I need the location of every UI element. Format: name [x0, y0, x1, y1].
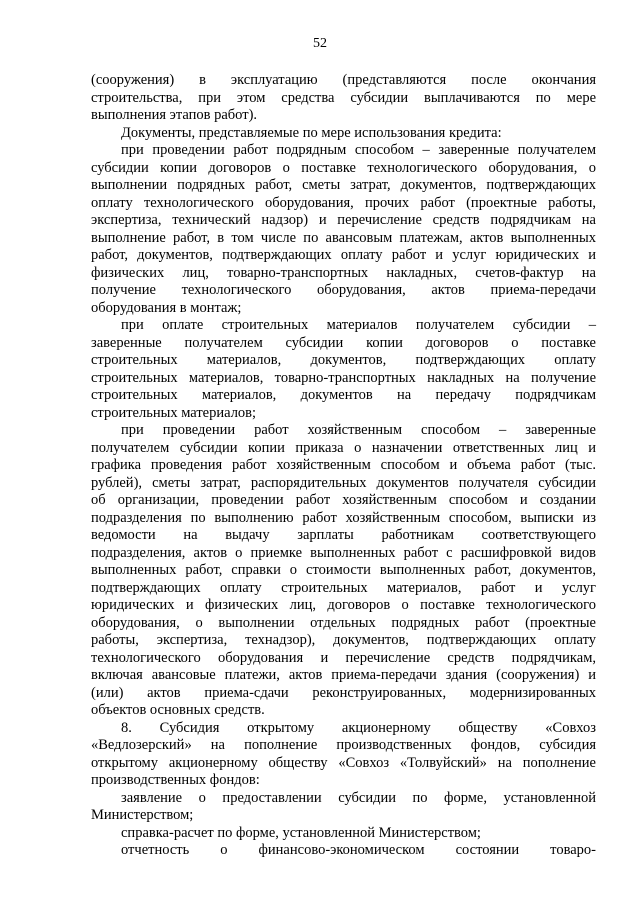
text-line: графика проведения работ хозяйственным способом и объема работ (тыс. — [91, 457, 596, 473]
text-line: субсидии копии договоров о поставке технологического оборудования, о — [91, 159, 596, 176]
text-line: 8. Субсидия открытому акционерному обществу «Совхоз — [121, 719, 596, 736]
text-line: строительства, при этом средства субсидии выплачиваются по мере — [91, 89, 596, 106]
text-line: при проведении работ хозяйственным способом – заверенные — [121, 422, 596, 438]
text-line: работ, документов, подтверждающих оплату работ и услуг юридических и — [91, 247, 596, 263]
text-line: ведомости на выдачу зарплаты работникам соответствующего — [91, 527, 596, 543]
text-line: «Ведлозерский» на пополнение производственных фондов, субсидия — [91, 737, 596, 753]
text-line: включая авансовые платежи, актов приема-передачи здания (сооружения) и — [91, 667, 596, 683]
text-line: работы, экспертиза, технадзор), документов, подтверждающих оплату — [91, 632, 596, 648]
text-line: оборудования в монтаж; — [91, 299, 242, 316]
text-line: при проведении работ подрядным способом – заверенные получателем — [121, 142, 596, 158]
text-line: оборудования, о выполнении отдельных подрядных работ (проектные — [91, 614, 596, 631]
text-line: подразделения, актов о приемке выполненных работ с расшифровкой видов — [91, 544, 596, 561]
text-line: получение технологического оборудования, актов приема-передачи — [91, 282, 596, 298]
text-line: подтверждающих оплату строительных материалов, работ и услуг — [91, 579, 596, 596]
text-line: выполнения этапов работ). — [91, 107, 258, 123]
document-body — [91, 72, 596, 860]
text-line: заверенные получателем субсидии копии договоров о поставке — [91, 334, 596, 351]
text-line: получателем субсидии копии приказа о назначении ответственных лиц и — [91, 439, 596, 456]
text-line: строительных материалов, товарно-транспортных накладных на получение — [91, 369, 596, 386]
text-line: производственных фондов: — [91, 772, 260, 788]
text-line: строительных материалов; — [91, 404, 257, 421]
text-line: оплату технологического оборудования, прочих работ (проектные работы, — [91, 194, 596, 211]
text-line: (сооружения) в эксплуатацию (представляются после окончания — [91, 72, 596, 88]
text-line: экспертиза, технический надзор) и перечисление средств подрядчикам на — [91, 212, 596, 228]
text-line: (или) актов приема-сдачи реконструированных, модернизированных — [91, 684, 596, 701]
text-line: рублей), сметы затрат, распорядительных документов получателя субсидии — [91, 474, 596, 491]
text-line: объектов основных средств. — [91, 702, 265, 718]
text-line: физических лиц, товарно-транспортных накладных, счетов-фактур на — [91, 264, 596, 281]
text-line: открытому акционерному обществу «Совхоз «Толвуйский» на пополнение — [91, 754, 596, 771]
text-line: выполненных работ, справки о стоимости выполненных работ, документов, — [91, 562, 596, 578]
text-line: строительных материалов, документов, подтверждающих оплату — [91, 352, 596, 368]
text-line: юридических и физических лиц, договоров о поставке технологического — [91, 597, 596, 613]
text-line: подразделения по выполнению работ хозяйственным способом, выписки из — [91, 509, 596, 526]
text-line: технологического оборудования и перечисление средств подрядчикам, — [91, 649, 596, 666]
text-line: Документы, представляемые по мере использования кредита: — [121, 124, 502, 141]
text-line: справка-расчет по форме, установленной Министерством; — [121, 824, 481, 841]
text-line: заявление о предоставлении субсидии по форме, установленной — [121, 789, 596, 806]
text-line: отчетность о финансово-экономическом состоянии товаро- — [121, 842, 596, 858]
text-line: выполнение работ, в том числе по авансовым платежам, актов выполненных — [91, 229, 596, 246]
text-line: при оплате строительных материалов получателем субсидии – — [121, 317, 596, 333]
text-line: Министерством; — [91, 807, 194, 823]
text-line: строительных материалов, документов на передачу подрядчикам — [91, 387, 596, 403]
text-line: выполнении подрядных работ, сметы затрат, документов, подтверждающих — [91, 177, 596, 193]
text-line: об организации, проведении работ хозяйственным способом и создании — [91, 492, 596, 508]
page-number: 52 — [313, 36, 327, 51]
